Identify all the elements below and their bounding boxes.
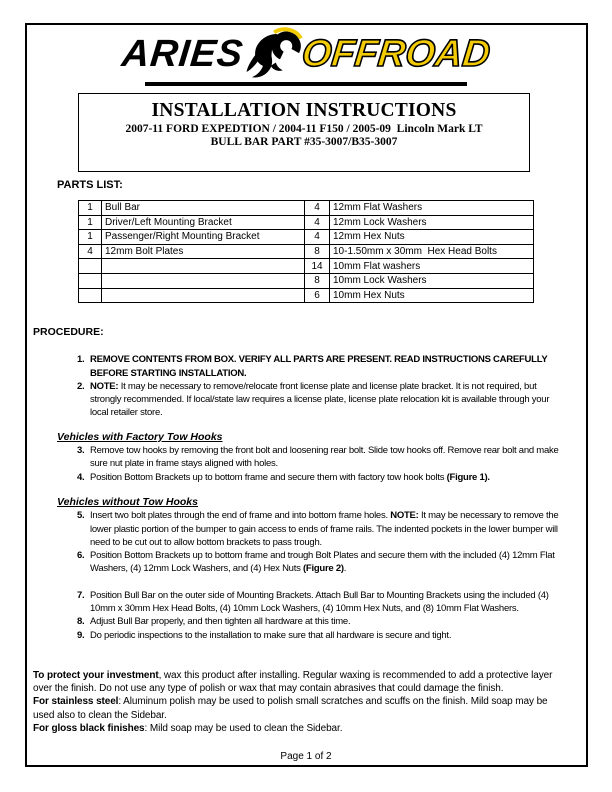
part-cell: 12mm Lock Washers (330, 215, 534, 230)
part-cell (102, 259, 305, 274)
part-cell: 12mm Hex Nuts (330, 230, 534, 245)
procedure-step-9 (77, 629, 565, 642)
part-cell: Driver/Left Mounting Bracket (102, 215, 305, 230)
part-number: BULL BAR PART #35-3007/B35-3007 (210, 136, 398, 148)
procedure-step-3 (77, 444, 565, 471)
table-row (79, 215, 534, 230)
part-cell: 10-1.50mm x 30mm Hex Head Bolts (330, 244, 534, 259)
section-heading-without-tow-hooks: Vehicles without Tow Hooks (57, 495, 198, 508)
part-cell: 10mm Flat washers (330, 259, 534, 274)
part-cell: 12mm Flat Washers (330, 201, 534, 216)
part-cell: 12mm Bolt Plates (102, 244, 305, 259)
qty-cell: 8 (305, 273, 330, 288)
aries-wordmark: ARIES (120, 32, 246, 75)
table-row (79, 273, 534, 288)
step-text: REMOVE CONTENTS FROM BOX. VERIFY ALL PARTS ARE PRESENT. READ INSTRUCTIONS CAREFULLY BEFORE STARTING INSTALLATION. (90, 354, 548, 379)
step-text: Position Bull Bar on the outer side of Mounting Brackets. Attach Bull Bar to Mounting Brackets using the included (4) 10mm x 30mm Hex Head Bolts, (4) 10mm Lock Washers, (4) 10mm Hex Nuts, and (8) 10mm Flat Washers. (90, 589, 549, 615)
step-text: Position Bottom Brackets up to bottom frame and trough Bolt Plates and secure them with the included (4) 12mm Flat Washers, (4) 12mm Lock Washers, and (4) Hex Nuts (Figure 2). (90, 550, 555, 575)
part-cell: Bull Bar (102, 201, 305, 216)
table-row (79, 259, 534, 274)
qty-cell: 4 (79, 244, 102, 259)
logo-underline (145, 82, 467, 86)
qty-cell: 8 (305, 244, 330, 259)
procedure-step-6 (77, 549, 565, 576)
procedure-step-7 (77, 589, 565, 616)
step-number: 3. (77, 445, 85, 457)
qty-cell: 14 (305, 259, 330, 274)
procedure-step-4 (77, 471, 565, 484)
care-paragraph-wax: To protect your investment, wax this product after installing. Regular waxing is recommended to add a protective layer over the finish. Do not use any type of polish or wax that may contain abrasives that could damage the finish. (33, 670, 553, 695)
parts-list-heading: PARTS LIST: (57, 179, 123, 191)
step-text: NOTE: It may be necessary to remove/relocate front license plate and license plate bracket. It is not required, but strongly recommended. If local/state law requires a license plate, license plate relocation kit is available through your local retailer store. (90, 380, 550, 419)
step-number: 8. (77, 616, 85, 628)
part-cell: 10mm Lock Washers (330, 273, 534, 288)
step-number: 2. (77, 380, 85, 392)
page-footer: Page 1 of 2 (280, 751, 332, 762)
step-number: 4. (77, 471, 85, 483)
care-instructions (33, 669, 561, 735)
step-number: 6. (77, 550, 85, 562)
qty-cell: 1 (79, 201, 102, 216)
installation-title: INSTALLATION INSTRUCTIONS (151, 100, 457, 121)
procedure-section (33, 326, 565, 642)
qty-cell (79, 273, 102, 288)
table-row (79, 201, 534, 216)
procedure-step-1 (77, 353, 565, 380)
ram-head-icon (244, 25, 306, 81)
step-text: Adjust Bull Bar properly, and then tighten all hardware at this time. (90, 616, 351, 628)
section-heading-with-tow-hooks: Vehicles with Factory Tow Hooks (57, 430, 223, 443)
qty-cell: 4 (305, 201, 330, 216)
step-text: Do periodic inspections to the installation to make sure that all hardware is secure and tight. (90, 629, 452, 641)
step-text: Insert two bolt plates through the end of frame and into bottom frame holes. NOTE: It may be necessary to remove the lower plastic portion of the bumper to gain access to ends of frame rails. The indented pockets in the lower bumper will need to be cut out to allow bottom brackets to pass trough. (90, 510, 559, 548)
step-number: 7. (77, 589, 85, 601)
qty-cell: 1 (79, 215, 102, 230)
step-text: Position Bottom Brackets up to bottom frame and secure them with factory tow hook bolts (Figure 1). (90, 471, 490, 483)
part-cell: 10mm Hex Nuts (330, 288, 534, 303)
step-number: 1. (77, 354, 85, 366)
procedure-heading: PROCEDURE: (33, 326, 104, 338)
table-row (79, 244, 534, 259)
vehicle-models: 2007-11 FORD EXPEDTION / 2004-11 F150 / 2005-09 Lincoln Mark LT (125, 123, 483, 135)
qty-cell: 1 (79, 230, 102, 245)
procedure-step-8 (77, 615, 565, 628)
aries-offroad-logo (0, 26, 612, 86)
step-number: 5. (77, 510, 85, 522)
part-cell: Passenger/Right Mounting Bracket (102, 230, 305, 245)
parts-list-table (78, 200, 534, 303)
care-paragraph-stainless: For stainless steel: Aluminum polish may be used to polish small scratches and scuffs on the finish. Mild soap may be used also to clean the Sidebar. (33, 696, 548, 721)
step-text: Remove tow hooks by removing the front bolt and loosening rear bolt. Slide tow hooks off. Remove rear bolt and make sure nut plate in frame stays aligned with holes. (90, 445, 559, 470)
table-row (79, 288, 534, 303)
table-row (79, 230, 534, 245)
procedure-step-2 (77, 380, 565, 420)
title-box (78, 93, 530, 172)
procedure-step-5 (77, 509, 565, 549)
qty-cell (79, 288, 102, 303)
qty-cell: 4 (305, 230, 330, 245)
care-paragraph-gloss: For gloss black finishes: Mild soap may be used to clean the Sidebar. (33, 722, 343, 734)
offroad-wordmark: OFFROAD (299, 32, 492, 75)
qty-cell: 4 (305, 215, 330, 230)
part-cell (102, 273, 305, 288)
part-cell (102, 288, 305, 303)
qty-cell (79, 259, 102, 274)
step-number: 9. (77, 629, 85, 641)
qty-cell: 6 (305, 288, 330, 303)
